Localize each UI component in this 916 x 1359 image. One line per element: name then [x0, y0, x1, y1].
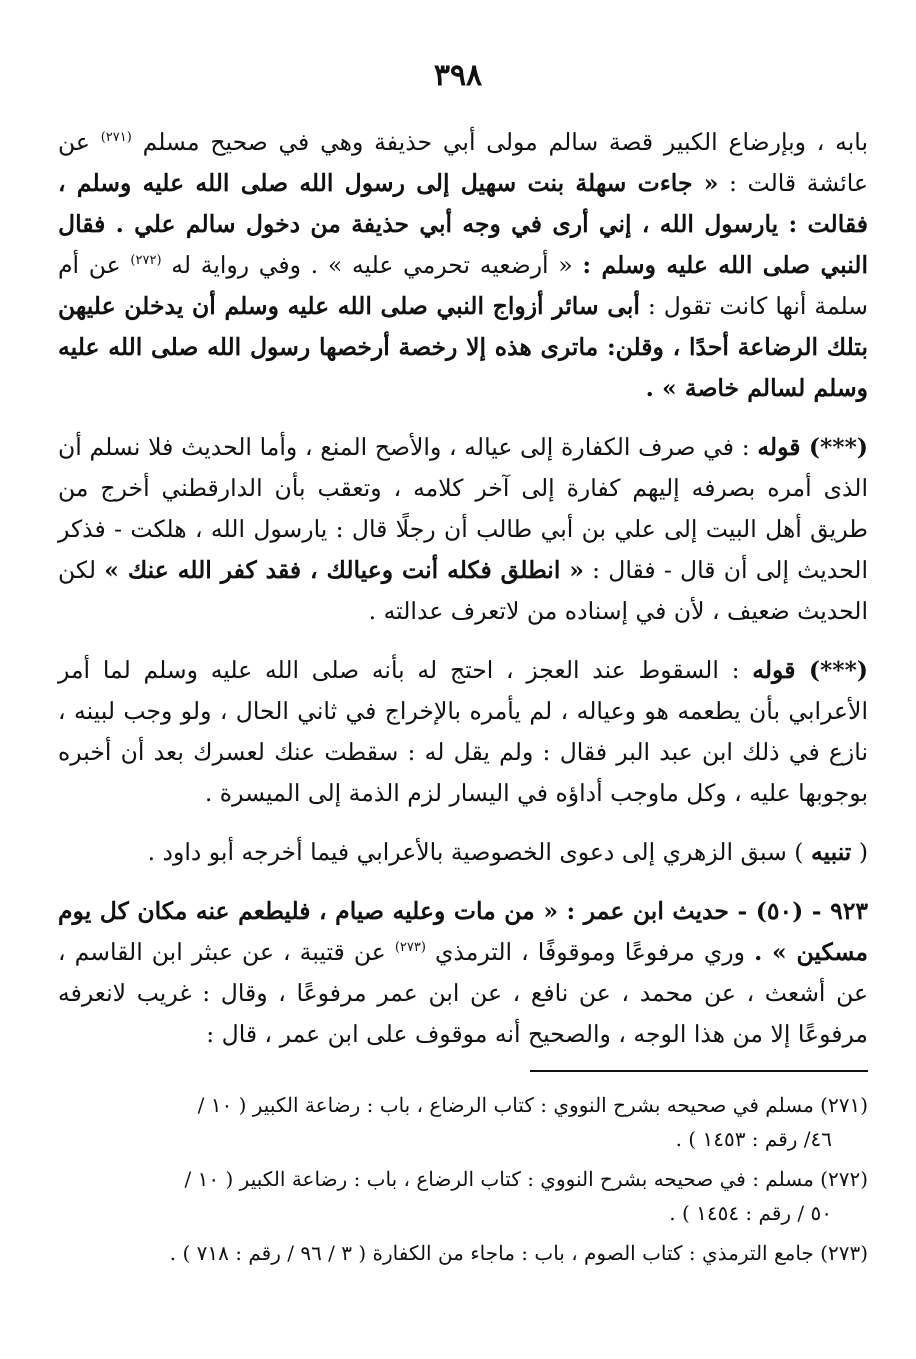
qawluhu-label: (***) قوله: [757, 433, 868, 461]
qawluhu-label: (***) قوله: [752, 656, 868, 684]
footnote-line: (٢٧١) مسلم في صحيحه بشرح النووي : كتاب الرضاع ، باب : رضاعة الكبير ( ١٠ /: [197, 1093, 868, 1117]
footnote-line: (٢٧٣) جامع الترمذي : كتاب الصوم ، باب : ماجاء من الكفارة ( ٣ / ٩٦ / رقم : ٧١٨ ) .: [169, 1241, 868, 1265]
footnote-line: ٤٦/ رقم : ١٤٥٣ ) .: [675, 1127, 832, 1151]
footnote-ref-272: (٢٧٢): [130, 253, 162, 269]
hadith-heading: ٩٢٣ - (٥٠) - حديث ابن عمر : « من مات وعليه صيام ، فليطعم عنه مكان كل يوم مسكين » .: [58, 897, 868, 966]
paragraph-3: [58, 650, 868, 814]
hadith-quote: « انطلق فكله أنت وعيالك ، فقد كفر الله عنك »: [104, 556, 584, 584]
text-run: بابه ، وبإرضاع الكبير قصة سالم مولى أبي حذيفة وهي في صحيح مسلم: [142, 128, 868, 156]
text-run: ) سبق الزهري إلى دعوى الخصوصية بالأعرابي فيما أخرجه أبو داود .: [147, 838, 811, 866]
page-number: ٣٩٨: [433, 58, 483, 93]
footnote-271: [58, 1088, 868, 1156]
paragraph-4: [58, 832, 868, 873]
footnotes: [58, 1088, 868, 1276]
text-run: عن قتيبة ، عن عبثر ابن القاسم ، عن أشعث ، عن محمد ، عن نافع ، عن ابن عمر مرفوعًا ، وقال : غريب لانعرفه مرفوعًا إلا من هذا الوجه ، والصحيح أنه موقوف على ابن عمر ، قال :: [58, 938, 868, 1048]
text-run: عن عائشة قالت :: [58, 128, 868, 197]
hadith-quote: « جاءت سهلة بنت سهيل إلى رسول الله صلى الله عليه وسلم ، فقالت : يارسول الله ، إني أرى في وجه أبي حذيفة من دخول سالم علي . فقال النبي صلى الله عليه وسلم :: [58, 169, 868, 279]
footnote-272: [58, 1162, 868, 1230]
text-run: : في صرف الكفارة إلى عياله ، والأصح المنع ، وأما الحديث فلا نسلم أن الذى أمره بصرفه إليهم كفارة إلى آخر كلامه ، وتعقب بأن الدارقطني أخرج من طريق أهل البيت إلى علي بن أبي طالب أن رجلًا قال : يارسول الله ، هلكت - فذكر الحديث إلى أن قال - فقال :: [58, 433, 868, 584]
footnote-273: [58, 1236, 868, 1270]
paragraph-5: [58, 891, 868, 1055]
text-run: : السقوط عند العجز ، احتج له بأنه صلى الله عليه وسلم لما أمر الأعرابي بأن يطعمه هو وعياله ، لم يأمره بالإخراج في ثاني الحال ، ولو وجب لبينه ، نازع في ذلك ابن عبد البر فقال : ولم يقل له : سقطت عنك لعسرك بعد أن أخبره بوجوبها عليه ، وكل ماوجب أداؤه في اليسار لزم الذمة إلى الميسرة .: [58, 656, 868, 807]
hadith-quote: أبى سائر أزواج النبي صلى الله عليه وسلم أن يدخلن عليهن بتلك الرضاعة أحدًا ، وقلن: ماترى هذه إلا رخصة أرخصها رسول الله صلى الله عليه وسلم لسالم خاصة » .: [58, 292, 868, 402]
footnote-ref-273: (٢٧٣): [394, 940, 426, 956]
footnote-divider: [530, 1070, 868, 1072]
footnote-line: ٥٠ / رقم : ١٤٥٤ ) .: [669, 1201, 832, 1225]
tanbih-label: تنبيه: [810, 838, 852, 866]
text-run: « أرضعيه تحرمي عليه » . وفي رواية له: [161, 251, 583, 279]
text-run: عن أم سلمة أنها كانت تقول :: [58, 251, 869, 320]
text-run: (: [851, 838, 868, 866]
text-run: وري مرفوعًا وموقوفًا ، الترمذي: [425, 938, 755, 966]
main-text: [58, 122, 868, 1055]
paragraph-1: [58, 122, 868, 409]
text-run: لكن الحديث ضعيف ، لأن في إسناده من لاتعرف عدالته .: [58, 556, 868, 625]
footnote-ref-271: (٢٧١): [100, 130, 132, 146]
footnote-line: (٢٧٢) مسلم : في صحيحه بشرح النووي : كتاب الرضاع ، باب : رضاعة الكبير ( ١٠ /: [184, 1167, 868, 1191]
paragraph-2: [58, 427, 868, 632]
